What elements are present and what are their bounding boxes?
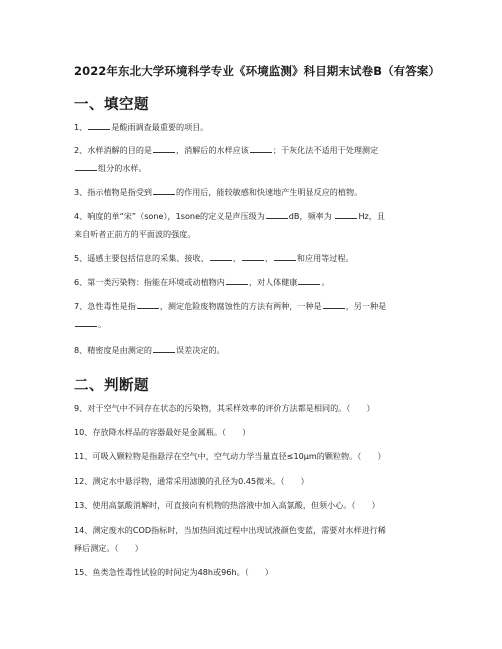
question-text: 、 <box>264 253 273 263</box>
question-8 <box>74 341 444 359</box>
question-text: Hz，且 <box>358 211 385 221</box>
document-title: 2022年东北大学环境科学专业《环境监测》科目期末试卷B（有答案） <box>74 64 441 78</box>
question-7 <box>74 297 444 333</box>
question-number: 5、 <box>74 253 88 263</box>
question-14 <box>74 521 444 557</box>
question-text: 误差决定的。 <box>176 345 225 355</box>
question-number: 6、 <box>74 277 88 287</box>
question-number: 4、 <box>74 211 88 221</box>
question-text: ，另一种是 <box>345 301 387 311</box>
question-text: 可吸入颗粒物是指悬浮在空气中，空气动力学当量直径≤10μm的颗粒物。（ ） <box>92 451 386 461</box>
question-1 <box>74 118 444 136</box>
question-number: 7、 <box>74 301 88 311</box>
answer-blank <box>210 251 232 261</box>
question-text: 鱼类急性毒性试验的时间定为48h或96h。（ ） <box>92 567 273 577</box>
question-text: 急性毒性是指 <box>87 301 136 311</box>
question-text: 对于空气中不同存在状态的污染物，其采样效率的评价方法都是相同的。（ ） <box>87 403 375 413</box>
question-text: 遥感主要包括信息的采集、接收、 <box>87 253 209 263</box>
question-3 <box>74 183 444 201</box>
answer-blank <box>335 209 357 219</box>
answer-blank <box>75 317 97 327</box>
question-9 <box>74 399 444 417</box>
answer-blank <box>153 185 175 195</box>
question-number: 10、 <box>74 427 93 437</box>
question-text: 和应用等过程。 <box>296 253 354 263</box>
question-4 <box>74 207 444 243</box>
answer-blank <box>137 299 159 309</box>
question-text: 水样消解的目的是 <box>87 145 153 155</box>
question-13 <box>74 496 444 514</box>
section-heading-true-false: 二、判断题 <box>74 378 149 394</box>
answer-blank <box>250 143 272 153</box>
question-text: 。 <box>98 319 107 329</box>
question-2 <box>74 141 444 177</box>
question-text: 来自听者正前方的平面波的强度。 <box>74 229 196 239</box>
question-number: 15、 <box>74 567 93 577</box>
question-text: ，消解后的水样应该 <box>176 145 249 155</box>
question-15 <box>74 563 444 581</box>
question-text: ；干灰化法不适用于处理测定 <box>272 145 379 155</box>
question-text: 是酸雨调查最重要的项目。 <box>111 122 209 132</box>
question-number: 9、 <box>74 403 88 413</box>
question-text: 使用高氯酸消解时，可直接向有机物的热溶液中加入高氯酸，但须小心。（ ） <box>92 500 380 510</box>
question-5 <box>74 249 444 267</box>
question-text: 、 <box>232 253 241 263</box>
question-number: 1、 <box>74 122 88 132</box>
question-text: 组分的水样。 <box>98 163 147 173</box>
answer-blank <box>266 209 288 219</box>
question-number: 3、 <box>74 187 88 197</box>
question-number: 8、 <box>74 345 88 355</box>
question-12 <box>74 472 444 490</box>
answer-blank <box>323 299 345 309</box>
question-text: 响度的单“宋”（sone），1sone的定义是声压级为 <box>87 211 265 221</box>
question-text: 精密度是由测定的 <box>87 345 153 355</box>
question-text: 指示植物是指受到 <box>87 187 153 197</box>
answer-blank <box>242 251 264 261</box>
answer-blank <box>75 161 97 171</box>
question-text: 释后测定。（ ） <box>74 543 143 553</box>
question-text: 的作用后，能较敏感和快速地产生明显反应的植物。 <box>176 187 363 197</box>
question-number: 2、 <box>74 145 88 155</box>
question-11 <box>74 447 444 465</box>
question-text: 第一类污染物：指能在环境或动植物内 <box>87 277 225 287</box>
question-number: 11、 <box>74 451 93 461</box>
question-number: 14、 <box>74 525 93 535</box>
answer-blank <box>226 275 248 285</box>
question-text: ，测定危险废物腐蚀性的方法有两种，一种是 <box>159 301 322 311</box>
question-number: 13、 <box>74 500 93 510</box>
question-text: 测定废水的COD指标时，当加热回流过程中出现试液颜色变蓝，需要对水样进行稀 <box>92 525 386 535</box>
answer-blank <box>88 120 110 130</box>
answer-blank <box>153 343 175 353</box>
question-text: 测定水中悬浮物，通常采用滤膜的孔径为0.45微米。（ ） <box>92 476 309 486</box>
question-text: ，对人体健康 <box>248 277 298 287</box>
question-text: dB，频率为 <box>288 211 335 221</box>
question-number: 12、 <box>74 476 93 486</box>
answer-blank <box>298 275 320 285</box>
question-6 <box>74 273 444 291</box>
question-text: 存放降水样品的容器最好是金属瓶。（ ） <box>92 427 251 437</box>
section-heading-fill-in: 一、填空题 <box>74 97 149 113</box>
answer-blank <box>153 143 175 153</box>
question-10 <box>74 423 444 441</box>
answer-blank <box>274 251 296 261</box>
question-text: 。 <box>321 277 330 287</box>
